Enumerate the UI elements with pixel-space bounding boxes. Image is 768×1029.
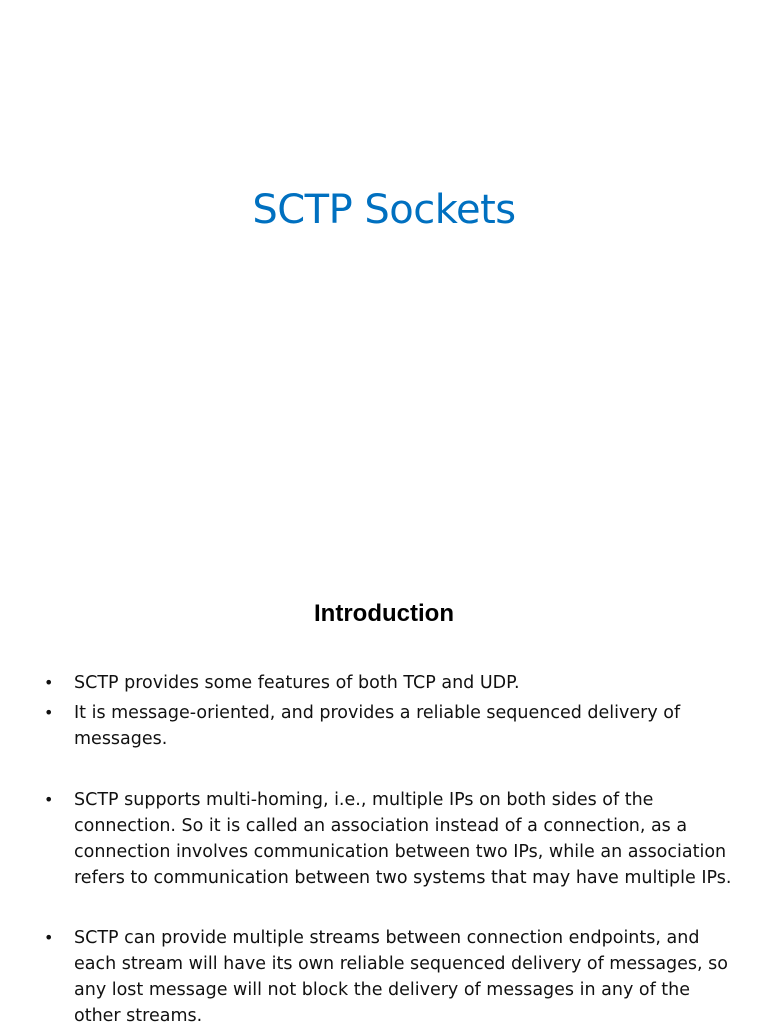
bullet-item <box>44 700 734 752</box>
bullet-icon: • <box>44 673 54 692</box>
section-heading: Introduction <box>314 600 454 627</box>
bullet-item <box>44 925 734 1029</box>
bullet-text: SCTP can provide multiple streams between connection endpoints, and each stream will have its own reliable sequenced delivery of messages, so any lost message will not block the delivery of messages in any of the other streams. <box>74 928 729 1026</box>
bullet-icon: • <box>44 928 54 947</box>
bullet-item <box>44 787 734 891</box>
slide-title: SCTP Sockets <box>252 187 516 233</box>
bullet-text: SCTP supports multi-homing, i.e., multiple IPs on both sides of the connection. So it is called an association instead of a connection, as a connection involves communication between two IPs, while an association refers to communication between two systems that may have multiple IPs. <box>74 790 732 888</box>
bullet-icon: • <box>44 703 54 722</box>
bullet-text: SCTP provides some features of both TCP and UDP. <box>74 673 520 693</box>
bullet-text: It is message-oriented, and provides a reliable sequenced delivery of messages. <box>74 703 681 749</box>
bullet-item <box>44 670 734 696</box>
bullet-icon: • <box>44 790 54 809</box>
